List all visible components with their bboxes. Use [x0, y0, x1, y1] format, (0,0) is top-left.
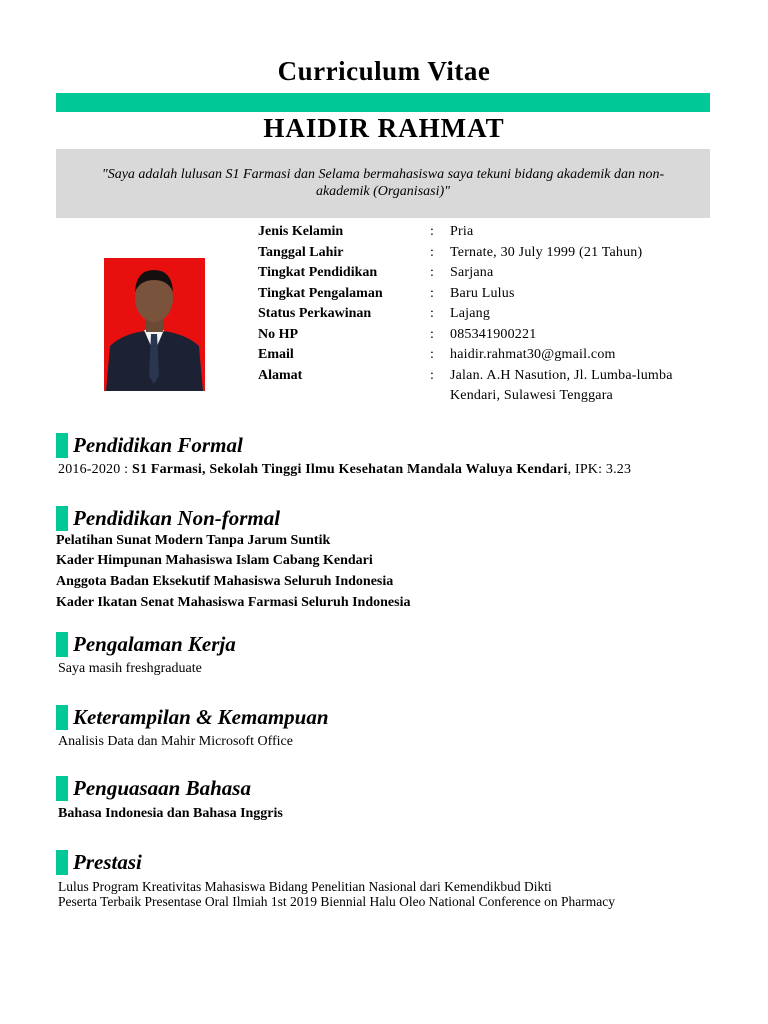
info-row-experience-level: [258, 284, 720, 305]
section-heading-languages: [56, 776, 251, 801]
info-colon: :: [430, 347, 434, 362]
info-label: Tingkat Pendidikan: [258, 265, 378, 280]
section-marker: [56, 433, 68, 458]
info-colon: :: [430, 285, 434, 301]
education-ipk: , IPK: 3.23: [567, 462, 632, 477]
info-row-address: [258, 366, 720, 387]
info-value: 085341900221: [450, 326, 537, 342]
section-marker: [56, 705, 68, 730]
education-school: S1 Farmasi, Sekolah Tinggi Ilmu Kesehatan Mandala Waluya Kendari: [131, 462, 568, 477]
section-marker: [56, 850, 68, 875]
info-value: haidir.rahmat30@gmail.com: [450, 347, 616, 362]
section-heading-skills: [56, 705, 329, 730]
section-heading-nonformal-education: [56, 506, 280, 531]
section-title: Pendidikan Non-formal: [73, 506, 281, 530]
info-value: Jalan. A.H Nasution, Jl. Lumba-lumba: [450, 367, 673, 383]
info-colon: :: [430, 326, 434, 342]
section-marker: [56, 506, 68, 531]
info-colon: :: [430, 224, 434, 239]
info-colon: :: [430, 367, 434, 383]
achievement-item: Peserta Terbaik Presentase Oral Ilmiah 1st 2019 Biennial Halu Oleo National Conference on Pharmacy: [58, 894, 616, 909]
section-title: Pengalaman Kerja: [73, 632, 236, 656]
info-colon: :: [430, 265, 434, 280]
list-item: Kader Ikatan Senat Mahasiswa Farmasi Seluruh Indonesia: [56, 595, 411, 610]
page-title: Curriculum Vitae: [277, 56, 491, 86]
info-colon: :: [430, 306, 434, 321]
info-colon: :: [430, 244, 434, 260]
personal-info-list: [258, 222, 720, 407]
info-value: Baru Lulus: [450, 285, 515, 301]
info-row-email: [258, 345, 720, 366]
info-row-address-continued: [258, 386, 720, 407]
info-label: Tanggal Lahir: [258, 244, 344, 260]
info-row-birth: [258, 243, 720, 264]
info-row-education-level: [258, 263, 720, 284]
info-label: Alamat: [258, 367, 303, 383]
info-value: Lajang: [450, 306, 491, 321]
profile-photo: [104, 258, 205, 391]
info-label: Jenis Kelamin: [258, 224, 344, 239]
skills-text: Analisis Data dan Mahir Microsoft Office: [58, 734, 293, 749]
section-marker: [56, 632, 68, 657]
section-heading-formal-education: [56, 433, 243, 458]
info-value: Ternate, 30 July 1999 (21 Tahun): [450, 244, 643, 260]
education-years: 2016-2020 :: [58, 462, 132, 477]
section-heading-achievements: [56, 850, 142, 875]
accent-bar: [56, 93, 710, 112]
languages-text: Bahasa Indonesia dan Bahasa Inggris: [58, 806, 283, 821]
info-label: No HP: [258, 326, 299, 342]
work-experience-text: Saya masih freshgraduate: [58, 661, 202, 676]
info-value: Sarjana: [450, 265, 494, 280]
info-value: Pria: [450, 224, 474, 239]
section-title: Keterampilan & Kemampuan: [73, 705, 329, 729]
section-title: Prestasi: [73, 850, 142, 874]
info-row-phone: [258, 325, 720, 346]
info-row-gender: [258, 222, 720, 243]
applicant-name: HAIDIR RAHMAT: [263, 113, 505, 143]
list-item: Anggota Badan Eksekutif Mahasiswa Seluruh Indonesia: [56, 574, 394, 589]
list-item: Pelatihan Sunat Modern Tanpa Jarum Suntik: [56, 533, 331, 548]
list-item: Kader Himpunan Mahasiswa Islam Cabang Kendari: [56, 553, 373, 568]
info-value: Kendari, Sulawesi Tenggara: [450, 388, 613, 403]
achievement-item: Lulus Program Kreativitas Mahasiswa Bidang Penelitian Nasional dari Kemendikbud Dikti: [58, 879, 552, 894]
info-row-marital-status: [258, 304, 720, 325]
personal-statement: "Saya adalah lulusan S1 Farmasi dan Selama bermahasiswa saya tekuni bidang akademik dan non-akademik (Organisasi)": [56, 149, 710, 218]
section-marker: [56, 776, 68, 801]
info-label: Status Perkawinan: [258, 306, 372, 321]
info-label: Email: [258, 347, 294, 362]
info-label: Tingkat Pengalaman: [258, 285, 383, 301]
section-title: Penguasaan Bahasa: [73, 776, 251, 800]
formal-education-entry: [58, 462, 631, 478]
section-title: Pendidikan Formal: [73, 433, 243, 457]
section-heading-work-experience: [56, 632, 236, 657]
